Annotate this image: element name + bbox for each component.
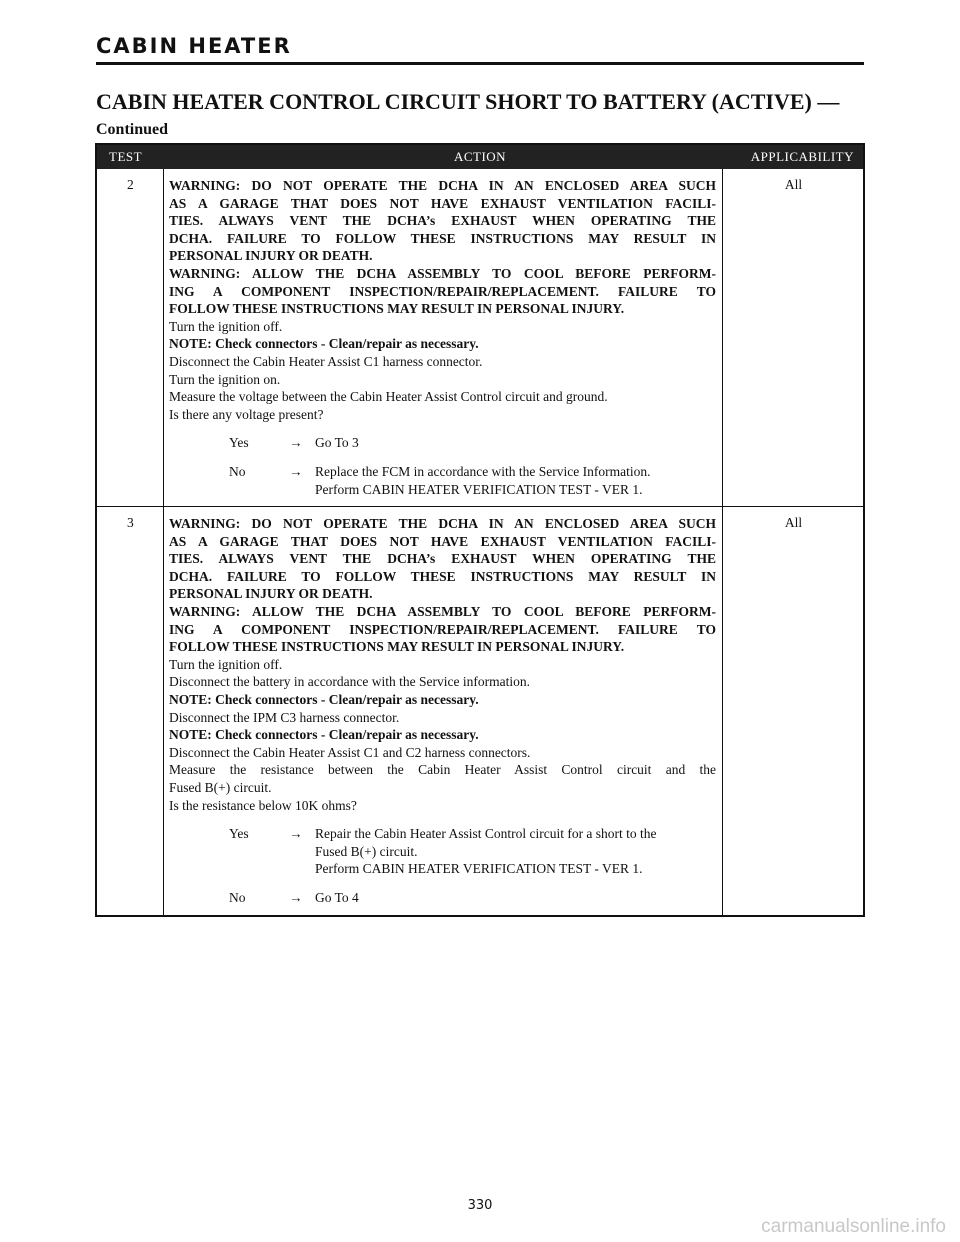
warning-line: DCHA. FAILURE TO FOLLOW THESE INSTRUCTIONS MAY RESULT IN xyxy=(169,568,716,584)
note-line: NOTE: Check connectors - Clean/repair as necessary. xyxy=(169,336,479,352)
arrow-icon: → xyxy=(289,889,303,905)
step-line: Disconnect the Cabin Heater Assist C1 and C2 harness connectors. xyxy=(169,744,531,760)
warning-line: AS A GARAGE THAT DOES NOT HAVE EXHAUST VENTILATION FACILI- xyxy=(169,533,716,549)
warning-line: WARNING: ALLOW THE DCHA ASSEMBLY TO COOL BEFORE PERFORM- xyxy=(169,604,716,620)
warning-line: PERSONAL INJURY OR DEATH. xyxy=(169,586,373,602)
question-line: Is the resistance below 10K ohms? xyxy=(169,797,357,813)
note-line: NOTE: Check connectors - Clean/repair as necessary. xyxy=(169,692,479,708)
outcome-label: Yes xyxy=(229,826,249,842)
outcome-no xyxy=(169,463,716,498)
table-row xyxy=(97,507,863,914)
outcome-text-line: Go To 3 xyxy=(315,435,359,451)
step-line: Turn the ignition off. xyxy=(169,318,283,334)
warning-line: AS A GARAGE THAT DOES NOT HAVE EXHAUST VENTILATION FACILI- xyxy=(169,195,716,211)
arrow-icon: → xyxy=(289,463,303,479)
column-header-test: TEST xyxy=(109,149,143,164)
outcome-no xyxy=(169,889,716,907)
page-number: 330 xyxy=(467,1198,493,1213)
step-line: Fused B(+) circuit. xyxy=(169,780,272,795)
column-header-action: ACTION xyxy=(453,149,507,164)
step-line: Disconnect the IPM C3 harness connector. xyxy=(169,709,400,725)
outcome-text xyxy=(315,463,716,498)
outcome-text xyxy=(315,889,716,907)
outcome-yes xyxy=(169,825,716,878)
step-line: Disconnect the Cabin Heater Assist C1 harness connector. xyxy=(169,353,483,369)
outcome-yes xyxy=(169,434,716,452)
page-title: CABIN HEATER CONTROL CIRCUIT SHORT TO BATTERY (ACTIVE) — xyxy=(96,89,840,114)
warning-line: DCHA. FAILURE TO FOLLOW THESE INSTRUCTIONS MAY RESULT IN xyxy=(169,230,716,246)
column-header-applicability: APPLICABILITY xyxy=(750,149,854,164)
table-row xyxy=(97,169,863,507)
warning-line: PERSONAL INJURY OR DEATH. xyxy=(169,248,373,264)
question-line: Is there any voltage present? xyxy=(169,406,324,422)
test-table xyxy=(95,143,865,917)
applicability-cell: All xyxy=(784,177,803,192)
note-line: NOTE: Check connectors - Clean/repair as necessary. xyxy=(169,727,479,743)
warning-line: ING A COMPONENT INSPECTION/REPAIR/REPLACEMENT. FAILURE TO xyxy=(169,621,716,637)
step-line: Disconnect the battery in accordance with the Service information. xyxy=(169,674,530,690)
step-line: Turn the ignition on. xyxy=(169,371,281,387)
outcome-text-line: Fused B(+) circuit. xyxy=(315,843,418,859)
outcome-label: No xyxy=(229,463,246,479)
warning-line: TIES. ALWAYS VENT THE DCHA’s EXHAUST WHEN OPERATING THE xyxy=(169,551,716,567)
warning-line: WARNING: DO NOT OPERATE THE DCHA IN AN ENCLOSED AREA SUCH xyxy=(169,516,716,532)
page-subtitle: Continued xyxy=(96,121,169,138)
warning-line: TIES. ALWAYS VENT THE DCHA’s EXHAUST WHEN OPERATING THE xyxy=(169,213,716,229)
outcome-label: Yes xyxy=(229,435,249,451)
action-cell xyxy=(169,507,716,914)
step-line: Turn the ignition off. xyxy=(169,656,283,672)
section-rule xyxy=(96,62,864,65)
step-line: Measure the voltage between the Cabin Heater Assist Control circuit and ground. xyxy=(169,389,608,405)
step-line: Measure the resistance between the Cabin Heater Assist Control circuit and the xyxy=(169,762,716,778)
outcome-text xyxy=(315,825,716,878)
table-header xyxy=(97,145,863,169)
outcome-label: No xyxy=(229,889,246,905)
warning-line: WARNING: ALLOW THE DCHA ASSEMBLY TO COOL BEFORE PERFORM- xyxy=(169,265,716,281)
test-number: 3 xyxy=(127,515,134,531)
warning-line: FOLLOW THESE INSTRUCTIONS MAY RESULT IN PERSONAL INJURY. xyxy=(169,301,625,317)
watermark: carmanualsonline.info xyxy=(761,1216,946,1237)
arrow-icon: → xyxy=(289,826,303,842)
outcome-text-line: Perform CABIN HEATER VERIFICATION TEST - VER 1. xyxy=(315,861,643,877)
outcome-text-line: Perform CABIN HEATER VERIFICATION TEST - VER 1. xyxy=(315,481,643,497)
outcome-text-line: Repair the Cabin Heater Assist Control circuit for a short to the xyxy=(315,826,657,842)
outcome-text-line: Go To 4 xyxy=(315,889,359,905)
applicability-cell: All xyxy=(784,515,803,531)
warning-line: WARNING: DO NOT OPERATE THE DCHA IN AN ENCLOSED AREA SUCH xyxy=(169,178,716,193)
test-number: 2 xyxy=(127,177,134,192)
warning-line: FOLLOW THESE INSTRUCTIONS MAY RESULT IN PERSONAL INJURY. xyxy=(169,639,625,655)
outcome-text xyxy=(315,434,716,452)
section-header: CABIN HEATER xyxy=(96,34,292,58)
warning-line: ING A COMPONENT INSPECTION/REPAIR/REPLACEMENT. FAILURE TO xyxy=(169,283,716,299)
arrow-icon: → xyxy=(289,435,303,451)
outcome-text-line: Replace the FCM in accordance with the Service Information. xyxy=(315,463,651,479)
action-cell xyxy=(169,169,716,506)
